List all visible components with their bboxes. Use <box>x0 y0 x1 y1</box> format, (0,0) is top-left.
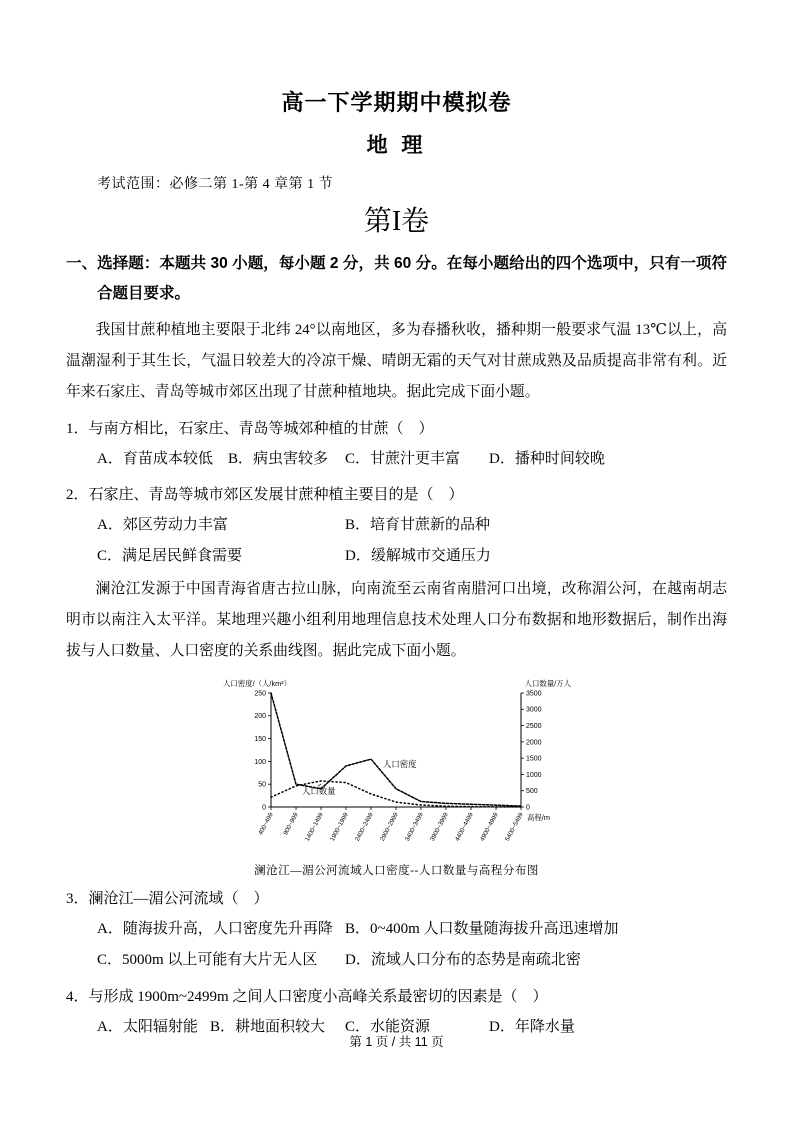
x-tick-label: 1400~1499 <box>303 811 325 843</box>
x-tick-label: 2400~2499 <box>353 811 375 843</box>
chart-caption: 澜沧江—湄公河流域人口密度--人口数量与高程分布图 <box>254 865 539 877</box>
x-tick-label: 400~499 <box>256 811 275 837</box>
left-tick-label: 250 <box>253 690 266 698</box>
q2-option-d: D．缓解城市交通压力 <box>345 548 491 564</box>
question-4-stem: 4．与形成 1900m~2499m 之间人口密度小高峰关系最密切的因素是（ ） <box>66 989 548 1005</box>
q4-option-c: C．水能资源 <box>345 1019 431 1035</box>
q3-option-b: B．0~400m 人口数量随海拔升高迅速增加 <box>345 921 619 937</box>
left-axis-title: 人口密度/（人/km²） <box>222 679 291 688</box>
count-annotation: 人口数量 <box>301 786 335 797</box>
question-3-stem: 3．澜沧江—湄公河流域（ ） <box>66 891 269 907</box>
question-2 <box>66 480 727 572</box>
q1-option-a: A．育苗成本较低 <box>97 451 213 467</box>
x-tick-label: 1900~1999 <box>328 811 350 843</box>
q4-option-b: B．耕地面积较大 <box>210 1019 326 1035</box>
left-tick-label: 100 <box>253 758 266 766</box>
passage-sugarcane: 我国甘蔗种植地主要限于北纬 24°以南地区，多为春播秋收，播种期一般要求气温 13℃以上，高温潮湿利于其生长，气温日较差大的冷凉干燥、晴朗无霜的天气对甘蔗成熟及品质提高非常有利。近年来石家庄、青岛等城市郊区出现了甘蔗种植地块。据此完成下面小题。 <box>66 322 727 400</box>
x-axis-title: 高程/m <box>526 813 550 822</box>
q1-option-d: D．播种时间较晚 <box>489 451 605 467</box>
x-tick-label: 3400~3499 <box>403 811 425 843</box>
q2-option-a: A．郊区劳动力丰富 <box>97 517 228 533</box>
question-3 <box>66 884 727 976</box>
x-tick-label: 2900~2999 <box>378 811 400 843</box>
left-tick-label: 0 <box>261 804 266 812</box>
x-tick-label: 3900~3999 <box>428 811 450 843</box>
page-number: 第 1 页 / 共 11 页 <box>349 1035 444 1049</box>
q3-option-a: A．随海拔升高，人口密度先升再降 <box>97 921 333 937</box>
x-tick-label: 4400~4499 <box>453 811 475 843</box>
exam-title: 高一下学期期中模拟卷 <box>281 90 512 115</box>
right-tick-label: 0 <box>525 804 530 812</box>
right-tick-label: 1000 <box>525 771 542 779</box>
right-tick-label: 500 <box>525 788 538 796</box>
question-2-stem: 2．石家庄、青岛等城市郊区发展甘蔗种植主要目的是（ ） <box>66 487 464 503</box>
q1-option-c: C．甘蔗汁更丰富 <box>345 451 461 467</box>
x-tick-label: 900~999 <box>281 811 300 837</box>
x-tick-label: 4900~4999 <box>478 811 500 843</box>
q2-option-c: C．满足居民鲜食需要 <box>97 548 243 564</box>
question-2-options <box>97 510 727 572</box>
exam-subject: 地 理 <box>366 134 427 157</box>
q1-option-b: B．病虫害较多 <box>228 451 329 467</box>
exam-scope: 考试范围：必修二第 1-第 4 章第 1 节 <box>97 177 334 192</box>
question-1 <box>66 414 727 474</box>
chart-svg <box>221 677 573 857</box>
left-tick-label: 200 <box>253 713 266 721</box>
left-tick-label: 150 <box>253 736 266 743</box>
q2-option-b: B．培育甘蔗新的品种 <box>345 517 491 533</box>
left-tick-label: 50 <box>257 781 266 789</box>
right-tick-label: 1500 <box>525 755 542 763</box>
q3-option-d: D．流域人口分布的态势是南疏北密 <box>345 952 581 968</box>
question-1-options <box>97 444 727 474</box>
q3-option-c: C．5000m 以上可能有大片无人区 <box>97 952 318 968</box>
right-axis-title: 人口数量/万人 <box>524 679 571 688</box>
passage-lancang: 澜沧江发源于中国青海省唐古拉山脉，向南流至云南省南腊河口出境，改称湄公河，在越南胡志明市以南注入太平洋。某地理兴趣小组利用地理信息技术处理人口分布数据和地形数据后，制作出海拔与人口数量、人口密度的关系曲线图。据此完成下面小题。 <box>66 581 727 659</box>
elevation-population-chart <box>217 677 577 878</box>
question-1-stem: 1．与南方相比，石家庄、青岛等城郊种植的甘蔗（ ） <box>66 421 434 437</box>
q4-option-d: D．年降水量 <box>489 1019 575 1035</box>
section-instructions: 一、选择题：本题共 30 小题，每小题 2 分，共 60 分。在每小题给出的四个选项中，只有一项符合题目要求。 <box>66 255 727 302</box>
question-3-options <box>97 914 727 976</box>
right-tick-label: 2000 <box>525 739 542 747</box>
q4-option-a: A．太阳辐射能 <box>97 1019 198 1035</box>
volume-heading: 第I卷 <box>363 206 430 237</box>
x-tick-label: 5400~5499 <box>503 811 525 843</box>
right-tick-label: 3000 <box>525 706 542 714</box>
density-annotation: 人口密度 <box>382 759 416 770</box>
right-tick-label: 3500 <box>525 690 542 698</box>
right-tick-label: 2500 <box>525 722 542 730</box>
